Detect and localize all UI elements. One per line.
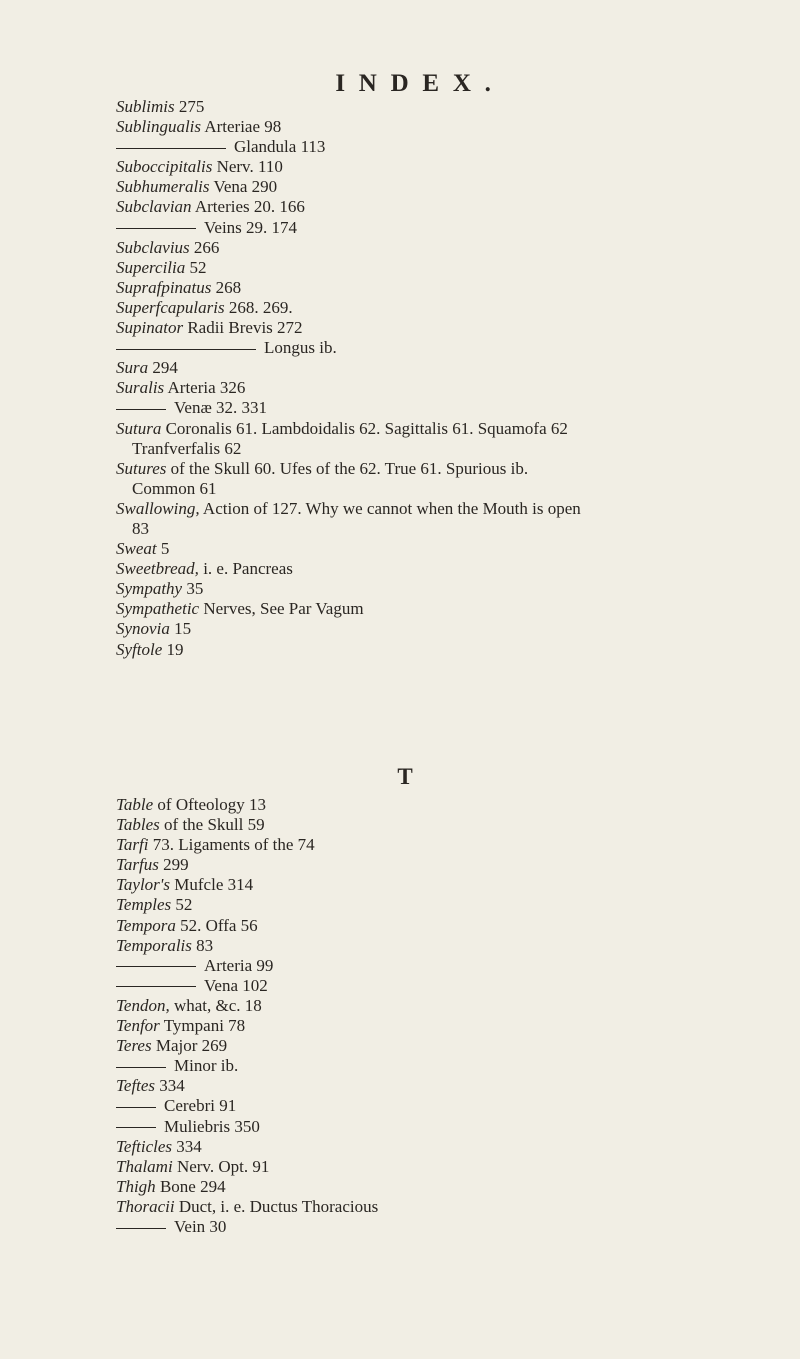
index-term: Tefticles [116, 1136, 173, 1156]
index-entry [116, 599, 756, 619]
index-term: Temples [116, 895, 172, 915]
index-entry [116, 378, 756, 398]
index-term: Sura [116, 358, 149, 378]
index-entry [116, 1036, 756, 1056]
index-refs: Action of 127. Why we cannot when the Mouth is open [199, 498, 581, 518]
index-refs: 19 [162, 639, 184, 659]
index-entry [116, 258, 756, 278]
index-refs: 73. Ligaments of the 74 [148, 835, 315, 855]
index-entry [116, 1096, 756, 1116]
ditto-rule [116, 1107, 156, 1108]
index-term: Tendon, [116, 995, 170, 1015]
index-entry [116, 97, 756, 117]
index-term: Suprafpinatus [116, 277, 212, 297]
index-entry [116, 956, 756, 976]
index-refs: 52 [185, 257, 207, 277]
index-entry [116, 795, 756, 815]
index-refs: i. e. Pancreas [198, 559, 293, 579]
index-refs: of the Skull 60. Ufes of the 62. True 61. Spurious ib. [166, 458, 529, 478]
index-entry [116, 1056, 756, 1076]
index-entry [116, 835, 756, 855]
index-refs: 15 [169, 619, 192, 639]
ditto-rule [116, 1127, 156, 1128]
index-refs: 35 [182, 579, 204, 599]
index-term: Sweat [116, 539, 157, 559]
index-refs: Nerv. 110 [212, 157, 283, 177]
index-refs: 334 [155, 1076, 185, 1096]
index-refs: Muliebris 350 [164, 1116, 260, 1136]
index-term: Suralis [116, 378, 165, 398]
index-entry [116, 1016, 756, 1036]
index-entry [116, 398, 756, 418]
index-term: Synovia [116, 619, 170, 639]
index-term: Thoracii [116, 1196, 175, 1216]
index-refs: Vein 30 [174, 1216, 227, 1236]
index-continuation: Tranfverfalis 62 [132, 438, 242, 458]
index-term: Superfcapularis [116, 297, 225, 317]
index-term: Subhumeralis [116, 177, 210, 197]
index-term: Tarfus [116, 855, 159, 875]
index-entry [116, 499, 756, 539]
index-term: Table [116, 795, 154, 814]
index-entry [116, 137, 756, 157]
index-refs: Major 269 [151, 1036, 228, 1056]
index-continuation: Common 61 [132, 478, 217, 498]
index-refs: 334 [172, 1136, 202, 1156]
index-refs: Nerv. Opt. 91 [172, 1156, 270, 1176]
index-refs: Arteries 20. 166 [191, 197, 305, 217]
index-entry [116, 278, 756, 298]
index-refs: 275 [174, 97, 205, 116]
index-term: Thalami [116, 1156, 173, 1176]
index-term: Suboccipitalis [116, 157, 213, 177]
index-refs: Glandula 113 [234, 137, 326, 157]
ditto-rule [116, 409, 166, 410]
ditto-rule [116, 349, 256, 350]
index-refs: Mufcle 314 [170, 875, 254, 895]
index-entry [116, 1117, 756, 1137]
index-refs: Longus ib. [264, 338, 337, 358]
index-term: Subclavian [116, 197, 192, 217]
ditto-rule [116, 1228, 166, 1229]
index-refs: 299 [158, 855, 189, 875]
index-entry [116, 875, 756, 895]
index-refs: Venæ 32. 331 [174, 398, 268, 418]
index-refs: of Ofteology 13 [153, 795, 267, 814]
index-entry [116, 419, 756, 459]
index-term: Tempora [116, 915, 176, 935]
index-refs: Coronalis 61. Lambdoidalis 62. Sagittalis 61. Squamofa 62 [161, 418, 568, 438]
section-letter: T [397, 764, 413, 789]
index-refs: 268 [211, 277, 242, 297]
ditto-rule [116, 966, 196, 967]
index-term: Temporalis [116, 935, 192, 955]
index-refs: Vena 290 [209, 177, 278, 197]
index-refs: Radii Brevis 272 [183, 318, 303, 338]
index-entry [116, 1137, 756, 1157]
index-entry [116, 338, 756, 358]
ditto-rule [116, 986, 196, 987]
index-refs: Veins 29. 174 [204, 217, 298, 237]
index-entry [116, 640, 756, 660]
index-entry [116, 1157, 756, 1177]
index-entry [116, 895, 756, 915]
index-entry [116, 318, 756, 338]
index-term: Swallowing, [116, 498, 200, 518]
index-refs: of the Skull 59 [159, 815, 265, 835]
index-entry [116, 157, 756, 177]
index-term: Sympathetic [116, 599, 200, 619]
index-refs: 52 [171, 895, 193, 915]
ditto-rule [116, 148, 226, 149]
index-entry [116, 218, 756, 238]
index-term: Sutures [116, 458, 167, 478]
index-term: Sweetbread, [116, 559, 199, 579]
index-term: Sympathy [116, 579, 183, 599]
ditto-rule [116, 1067, 166, 1068]
page-header: INDEX. [335, 70, 505, 97]
index-entry [116, 579, 756, 599]
index-refs: 266 [189, 237, 220, 257]
index-refs: Nerves, See Par Vagum [199, 599, 364, 619]
index-entry [116, 976, 756, 996]
index-refs: Arteria 326 [164, 378, 246, 398]
index-term: Tables [116, 815, 160, 835]
index-entry [116, 117, 756, 137]
index-term: Supercilia [116, 257, 186, 277]
index-entry [116, 1217, 756, 1237]
index-entry [116, 539, 756, 559]
index-entry [116, 459, 756, 499]
index-entry [116, 559, 756, 579]
index-refs: Bone 294 [155, 1176, 226, 1196]
index-entry [116, 358, 756, 378]
index-continuation: 83 [132, 518, 149, 538]
index-term: Sutura [116, 418, 162, 438]
index-section-s [116, 97, 756, 660]
index-refs: Duct, i. e. Ductus Thoracious [174, 1196, 379, 1216]
index-term: Teres [116, 1036, 152, 1056]
index-term: Supinator [116, 318, 184, 338]
index-entry [116, 1197, 756, 1217]
index-entry [116, 916, 756, 936]
index-refs: 52. Offa 56 [175, 915, 258, 935]
index-refs: 268. 269. [224, 297, 293, 317]
index-refs: Arteria 99 [204, 955, 274, 975]
index-entry [116, 619, 756, 639]
index-term: Subclavius [116, 237, 190, 257]
index-section-t [116, 795, 756, 1237]
index-term: Syftole [116, 639, 163, 659]
ditto-rule [116, 228, 196, 229]
index-term: Tenfor [116, 1016, 160, 1036]
index-entry [116, 936, 756, 956]
index-refs: 5 [156, 539, 170, 559]
index-term: Teftes [116, 1076, 156, 1096]
index-refs: 294 [148, 358, 178, 378]
index-refs: Vena 102 [204, 975, 268, 995]
index-entry [116, 298, 756, 318]
index-entry [116, 815, 756, 835]
index-entry [116, 197, 756, 217]
index-refs: Cerebri 91 [164, 1096, 237, 1116]
index-term: Thigh [116, 1176, 156, 1196]
index-refs: Minor ib. [174, 1056, 239, 1076]
index-entry [116, 855, 756, 875]
index-term: Tarfi [116, 835, 149, 855]
index-entry [116, 177, 756, 197]
index-entry [116, 1177, 756, 1197]
index-entry [116, 1076, 756, 1096]
index-term: Sublingualis [116, 117, 202, 137]
index-refs: 83 [191, 935, 214, 955]
index-refs: Tympani 78 [159, 1016, 246, 1036]
index-refs: Arteriae 98 [201, 117, 282, 137]
index-term: Sublimis [116, 97, 175, 116]
index-entry [116, 238, 756, 258]
index-refs: what, &c. 18 [169, 995, 262, 1015]
index-entry [116, 996, 756, 1016]
index-term: Taylor's [116, 875, 171, 895]
